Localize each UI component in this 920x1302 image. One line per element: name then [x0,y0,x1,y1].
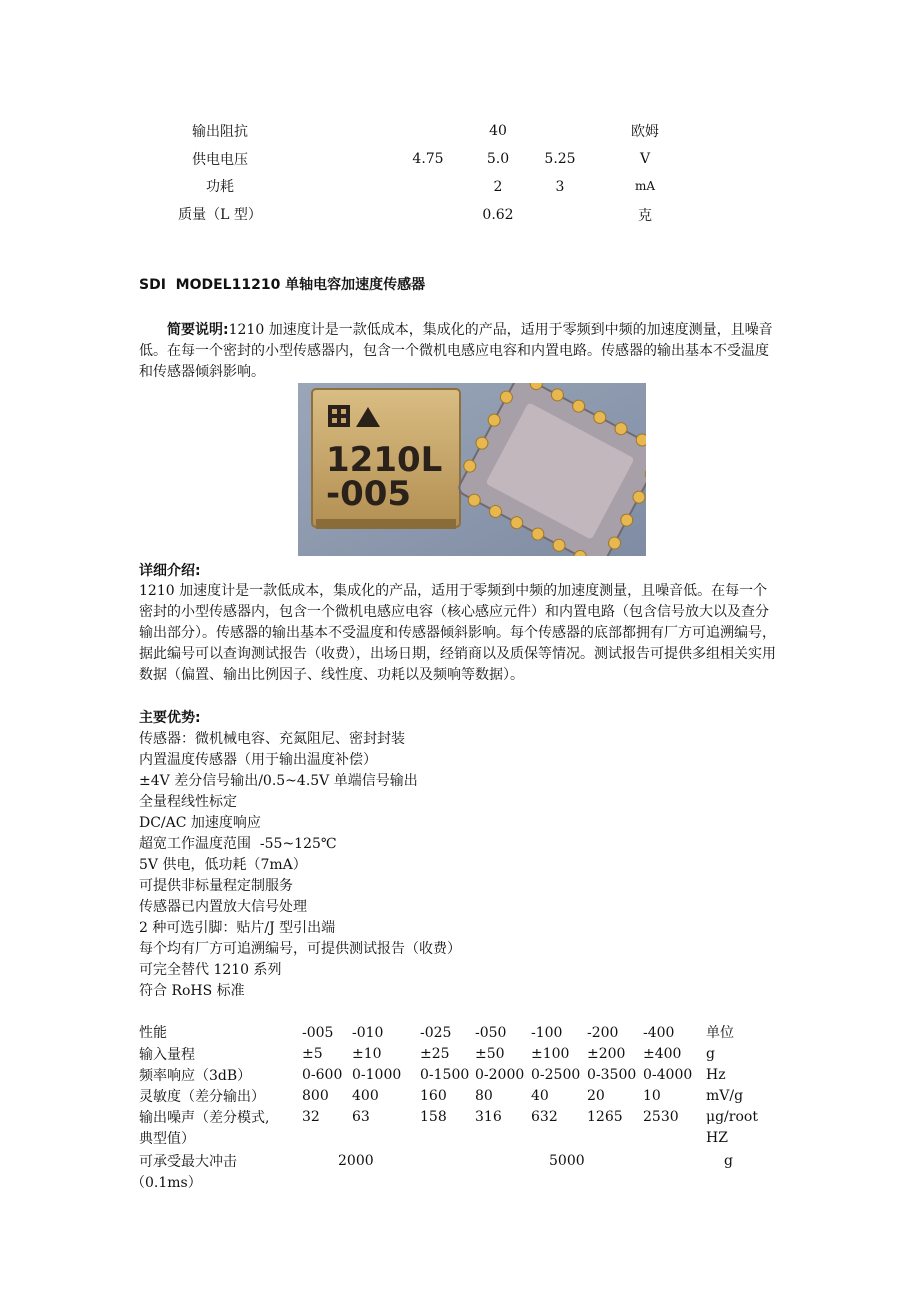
top-row-label: 供电电压 [192,152,248,168]
advantage-item: 2 种可选引脚：贴片/J 型引出端 [139,920,336,936]
spec-shock-value-a: 2000 [338,1153,374,1169]
top-row-label: 功耗 [206,179,234,195]
spec-cell: 400 [352,1088,379,1104]
advantage-item: 符合 RoHS 标准 [139,983,245,999]
spec-cell: ±25 [420,1046,450,1062]
advantage-item: 内置温度传感器（用于输出温度补偿） [139,752,377,768]
spec-cell: 0-3500 [587,1067,637,1083]
spec-cell: 0-4000 [643,1067,693,1083]
detail-heading: 详细介绍: [139,563,201,579]
top-row-typ: 40 [489,123,507,139]
top-row-unit: V [639,151,651,167]
spec-cell: ±5 [302,1046,323,1062]
spec-row-label: 频率响应（3dB） [139,1068,252,1084]
brief-paragraph [139,320,779,383]
top-row-max: 5.25 [544,151,576,167]
top-row-typ: 5.0 [486,151,510,167]
spec-cell: 316 [475,1109,502,1125]
spec-cell: ±10 [352,1046,382,1062]
spec-row-unit-cont: HZ [706,1130,728,1146]
spec-header-label: 性能 [139,1025,167,1041]
spec-shock-label-cont: （0.1ms） [131,1175,202,1191]
advantage-item: 可完全替代 1210 系列 [139,962,282,978]
spec-row-label-cont: 典型值） [139,1131,195,1147]
spec-model: -010 [352,1025,384,1041]
spec-cell: 160 [420,1088,447,1104]
advantage-item: 全量程线性标定 [139,794,237,810]
top-row-label: 质量（L 型） [178,207,262,223]
brief-text: 1210 加速度计是一款低成本，集成化的产品，适用于零频到中频的加速度测量，且噪音低。在每一个密封的小型传感器内，包含一个微机电感应电容和内置电路。传感器的输出基本不受温度和传感器倾斜影响。 [139,322,773,380]
advantage-item: 传感器：微机械电容、充氮阻尼、密封封装 [139,731,405,747]
spec-cell: 0-1000 [352,1067,402,1083]
top-row-unit: mA [634,179,656,193]
advantages-heading: 主要优势: [139,710,201,726]
spec-cell: 158 [420,1109,447,1125]
product-photo-graphic [298,383,646,556]
spec-cell: 63 [352,1109,370,1125]
spec-model: -050 [475,1025,507,1041]
spec-row-unit: μg/root [706,1109,758,1125]
top-row-unit: 欧姆 [631,124,659,140]
top-row-label: 输出阻抗 [192,124,248,140]
top-row-min: 4.75 [412,151,444,167]
spec-row-label: 灵敏度（差分输出） [139,1089,265,1105]
spec-cell: 32 [302,1109,320,1125]
spec-row-unit: g [706,1046,715,1062]
product-photo [298,383,646,556]
spec-shock-label: 可承受最大冲击 [139,1154,237,1170]
spec-cell: 1265 [587,1109,623,1125]
advantage-item: 5V 供电，低功耗（7mA） [139,857,307,873]
chip-label-line2: -005 [326,474,412,514]
spec-header-unit: 单位 [706,1025,734,1041]
top-row-unit: 克 [638,208,652,224]
spec-cell: ±50 [475,1046,505,1062]
spec-model: -200 [587,1025,619,1041]
spec-cell: 2530 [643,1109,679,1125]
brief-label: 简要说明: [167,322,229,338]
spec-model: -005 [302,1025,334,1041]
spec-cell: 0-600 [302,1067,343,1083]
spec-cell: 0-2000 [475,1067,525,1083]
spec-cell: 800 [302,1088,329,1104]
spec-cell: ±100 [531,1046,570,1062]
spec-cell: 10 [643,1088,661,1104]
spec-cell: 40 [531,1088,549,1104]
spec-cell: 80 [475,1088,493,1104]
spec-row-unit: Hz [706,1067,726,1083]
advantage-item: 可提供非标量程定制服务 [139,878,293,894]
spec-cell: 0-2500 [531,1067,581,1083]
advantage-item: DC/AC 加速度响应 [139,815,261,831]
spec-cell: ±200 [587,1046,626,1062]
advantage-item: 传感器已内置放大信号处理 [139,899,307,915]
section-title: SDI MODEL11210 单轴电容加速度传感器 [139,277,426,293]
advantage-item: 每个均有厂方可追溯编号，可提供测试报告（收费） [139,941,461,957]
detail-paragraph: 1210 加速度计是一款低成本，集成化的产品，适用于零频到中频的加速度测量，且噪音低。在每一个密封的小型传感器内，包含一个微机电感应电容（核心感应元件）和内置电路（包含信号放大以及查分输出部分）。传感器的输出基本不受温度和传感器倾斜影响。每个传感器的底部都拥有厂方可追溯编号，据此编号可以查询测试报告（收费），出场日期，经销商以及质保等情况。测试报告可提供多组相关实用数据（偏置、输出比例因子、线性度、功耗以及频响等数据）。 [139,583,776,683]
spec-shock-unit: g [724,1153,733,1169]
top-row-max: 3 [555,179,565,195]
spec-row-label: 输出噪声（差分模式, [139,1110,270,1126]
chip-front [312,389,460,529]
advantage-item: ±4V 差分信号输出/0.5~4.5V 单端信号输出 [139,773,418,789]
top-row-typ: 0.62 [482,207,514,223]
spec-row-unit: mV/g [706,1088,744,1104]
advantage-item: 超宽工作温度范围 -55~125℃ [139,836,337,852]
spec-model: -025 [420,1025,452,1041]
spec-cell: 20 [587,1088,605,1104]
spec-model: -100 [531,1025,563,1041]
spec-shock-value-b: 5000 [549,1153,585,1169]
top-row-typ: 2 [493,179,503,195]
spec-row-label: 输入量程 [139,1047,195,1063]
chip-label-line1: 1210L [326,440,443,480]
spec-model: -400 [643,1025,675,1041]
spec-cell: 632 [531,1109,558,1125]
spec-cell: 0-1500 [420,1067,470,1083]
spec-cell: ±400 [643,1046,682,1062]
